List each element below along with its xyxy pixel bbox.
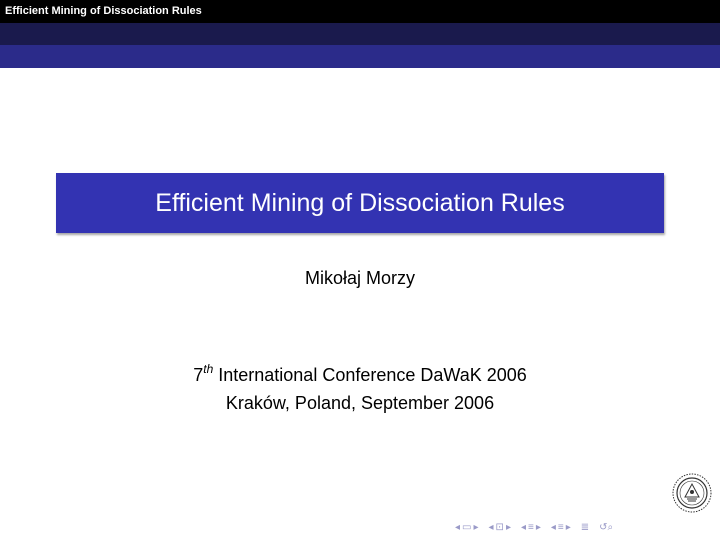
nav-right-icon[interactable]: ▸	[473, 521, 479, 533]
nav-frame-icon[interactable]: ▭	[462, 521, 472, 533]
nav-left-icon[interactable]: ◂	[455, 521, 461, 533]
conference-line	[0, 356, 720, 389]
nav-right-icon[interactable]: ▸	[565, 521, 571, 533]
conference-ordinal-suffix: th	[203, 362, 214, 376]
nav-left-icon[interactable]: ◂	[550, 521, 556, 533]
header-band-mid	[0, 45, 720, 68]
location-date: Kraków, Poland, September 2006	[225, 393, 495, 413]
conference-block	[0, 356, 720, 417]
nav-right-icon[interactable]: ▸	[505, 521, 511, 533]
header-band-dark	[0, 23, 720, 45]
nav-left-icon[interactable]: ◂	[520, 521, 526, 533]
author-name: Mikołaj Morzy	[304, 268, 415, 288]
title-box	[56, 173, 664, 233]
conference-ordinal: 7	[193, 365, 204, 385]
slide-title: Efficient Mining of Dissociation Rules	[155, 188, 565, 217]
nav-right-icon[interactable]: ▸	[535, 521, 541, 533]
short-title: Efficient Mining of Dissociation Rules	[5, 5, 202, 17]
nav-section-icon[interactable]: ≡	[557, 521, 564, 533]
university-seal-icon	[671, 472, 713, 514]
nav-align-icon[interactable]: ≣	[580, 521, 590, 533]
conference-name: International Conference DaWaK 2006	[213, 365, 527, 385]
navigation-bar	[455, 520, 621, 534]
nav-search-icon[interactable]: ↺⌕	[599, 521, 614, 533]
nav-subsection-icon[interactable]: ⊡	[495, 521, 504, 533]
nav-left-icon[interactable]: ◂	[488, 521, 494, 533]
headline-bar	[0, 0, 720, 23]
nav-section-icon[interactable]: ≡	[528, 521, 534, 533]
